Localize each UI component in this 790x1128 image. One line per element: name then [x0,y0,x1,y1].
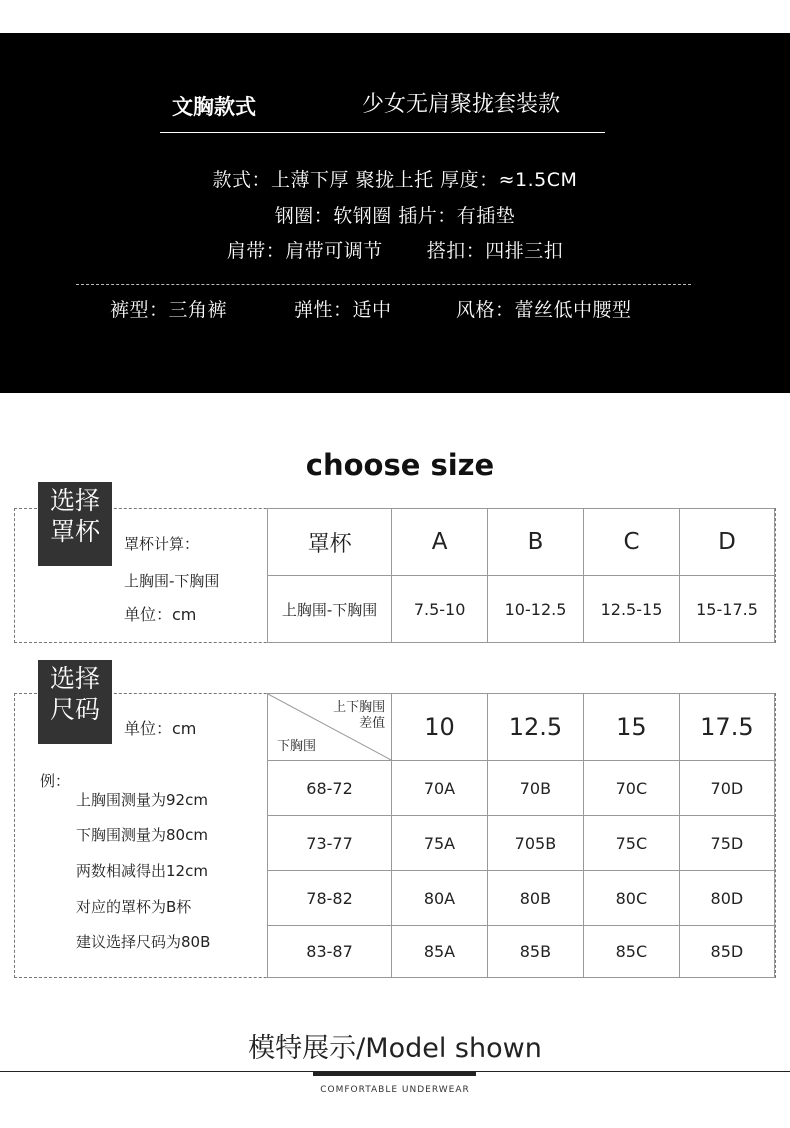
corner-bottom-label: 下胸围 [277,739,317,754]
size-cell: 70A [392,761,488,816]
cup-table [267,508,775,643]
size-cell: 70B [487,761,583,816]
under-bust-range: 73-77 [268,816,392,871]
cup-header-row [268,509,775,576]
spec-strap: 肩带：肩带可调节 [226,240,383,262]
diff-15: 15 [584,694,680,761]
cup-note-formula: 上胸围-下胸围 [124,572,220,590]
size-cell: 80C [584,871,680,926]
size-corner-cell [268,694,392,761]
cup-note-title: 罩杯计算： [124,535,200,553]
footer-rule-accent [313,1071,476,1076]
spec-clasp: 搭扣：四排三扣 [426,240,564,262]
size-tag-line2: 尺码 [49,695,100,724]
spec-elasticity: 弹性：适中 [294,299,392,321]
size-table [267,693,775,978]
size-cell: 85D [679,926,774,978]
size-tag [38,660,112,744]
size-cell: 75C [584,816,680,871]
size-cell: 70C [584,761,680,816]
under-bust-range: 68-72 [268,761,392,816]
example-line-3: 两数相减得出12cm [76,862,208,880]
cup-tag [38,482,112,566]
spec-title-underline [160,132,605,133]
under-bust-range: 83-87 [268,926,392,978]
footer-tagline: COMFORTABLE UNDERWEAR [320,1085,470,1095]
size-header-row [268,694,775,761]
corner-top-line2: 差值 [359,716,386,731]
cup-header-label: 罩杯 [268,509,392,576]
table-row [268,871,775,926]
size-cell: 75A [392,816,488,871]
example-label: 例： [40,772,71,790]
cup-b: B [488,509,584,576]
size-cell: 705B [487,816,583,871]
table-row [268,926,775,978]
size-cell: 85C [584,926,680,978]
size-cell: 85A [392,926,488,978]
cup-a: A [392,509,488,576]
under-bust-range: 78-82 [268,871,392,926]
example-line-5: 建议选择尺码为80B [76,933,211,951]
spec-line-strap [0,238,790,264]
size-cell: 80B [487,871,583,926]
cup-note-unit: 单位：cm [124,605,197,624]
diff-10: 10 [392,694,488,761]
example-line-1: 上胸围测量为92cm [76,791,208,809]
size-cell: 80A [392,871,488,926]
diff-17-5: 17.5 [679,694,774,761]
corner-top-line1: 上下胸围 [333,700,386,715]
size-cell: 75D [679,816,774,871]
cup-tag-line2: 罩杯 [49,517,100,546]
cup-tag-line1: 选择 [49,486,100,515]
example-line-2: 下胸围测量为80cm [76,826,208,844]
size-note-unit: 单位：cm [124,719,197,738]
cup-range-c: 12.5-15 [583,576,679,643]
cup-range-b: 10-12.5 [488,576,584,643]
size-cell: 70D [679,761,774,816]
cup-range-d: 15-17.5 [680,576,775,643]
spec-title-right: 少女无肩聚拢套装款 [362,92,561,117]
table-row [268,816,775,871]
size-cell: 80D [679,871,774,926]
cup-range-a: 7.5-10 [392,576,488,643]
choose-size-title: choose size [305,448,495,482]
cup-range-label: 上胸围-下胸围 [268,576,392,643]
spec-panel [0,33,790,393]
spec-divider [76,284,691,285]
spec-style: 风格：蕾丝低中腰型 [456,299,632,321]
cup-d: D [680,509,775,576]
diff-12-5: 12.5 [487,694,583,761]
spec-line-wire: 钢圈：软钢圈 插片：有插垫 [274,205,516,227]
model-shown-title: 模特展示/Model shown [248,1033,542,1064]
example-line-4: 对应的罩杯为B杯 [76,898,192,916]
cup-range-row [268,576,775,643]
size-cell: 85B [487,926,583,978]
cup-c: C [583,509,679,576]
size-tag-line1: 选择 [49,664,100,693]
spec-brief-type: 裤型：三角裤 [110,299,228,321]
table-row [268,761,775,816]
spec-line-style: 款式：上薄下厚 聚拢上托 厚度：≈1.5CM [212,169,578,191]
spec-title-left: 文胸款式 [172,95,256,119]
corner-top-label [333,700,385,732]
